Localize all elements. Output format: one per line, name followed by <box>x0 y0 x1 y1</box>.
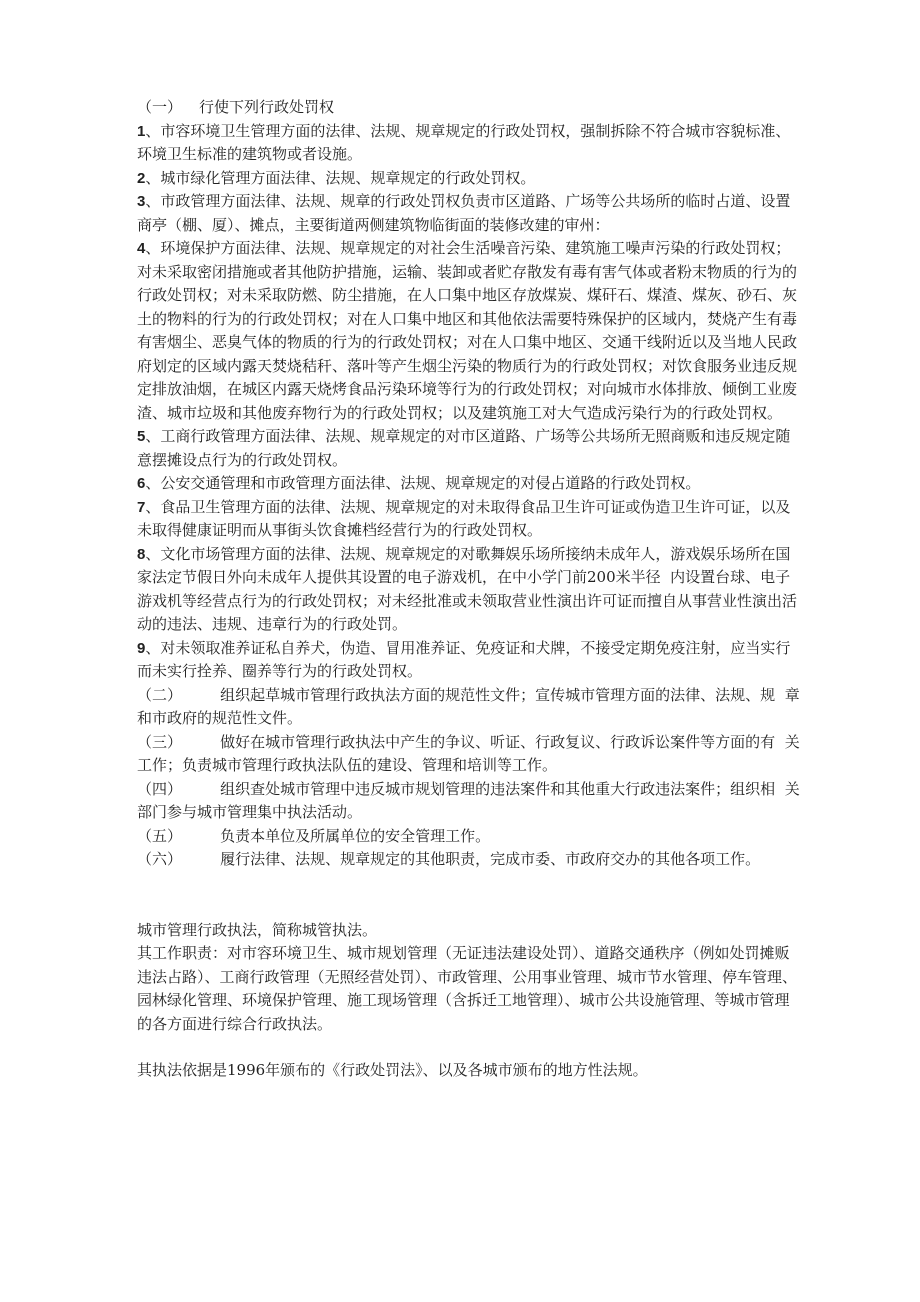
item-text: 、文化市场管理方面的法律、法规、规章规定的对歌舞娱乐场所接纳未成年人，游戏娱乐场所在国家法定节假日外向未成年人提供其设置的电子游戏机，在中小学门前200米半径 内设置台球、电子游戏机等经营点行为的行政处罚权；对未经批准或未领取营业性演出许可证而擅自从事营业性演出活动的违法、违规、违章行为的行政处罚。 <box>137 544 798 633</box>
section-paragraph <box>137 848 802 872</box>
list-item <box>137 425 802 472</box>
list-item <box>137 237 802 425</box>
list-item <box>137 167 802 191</box>
section-paragraph <box>137 731 802 778</box>
section-paragraph <box>137 825 802 849</box>
list-item <box>137 637 802 684</box>
item-text: 、对未领取准养证私自养犬，伪造、冒用准养证、免疫证和犬牌，不接受定期免疫注射，应当实行而未实行拴养、圈养等行为的行政处罚权。 <box>137 638 791 680</box>
item-number: 5 <box>137 428 146 445</box>
list-item <box>137 190 802 237</box>
document-body <box>137 96 802 1083</box>
section-text: 负责本单位及所属单位的安全管理工作。 <box>220 826 491 845</box>
item-text: 、环境保护方面法律、法规、规章规定的对社会生活噪音污染、建筑施工噪声污染的行政处罚权；对未采取密闭措施或者其他防护措施，运输、装卸或者贮存散发有毒有害气体或者粉末物质的行为的行政处罚权；对未采取防燃、防尘措施，在人口集中地区存放煤炭、煤矸石、煤渣、煤灰、砂石、灰土的物料的行为的行政处罚权；对在人口集中地区和其他依法需要特殊保护的区域内，焚烧产生有毒有害烟尘、恶臭气体的物质的行为的行政处罚权；对在人口集中地区、交通干线附近以及当地人民政府划定的区域内露天焚烧秸秆、落叶等产生烟尘污染的物质行为的行政处罚权；对饮食服务业违反规定排放油烟，在城区内露天烧烤食品污染环境等行为的行政处罚权；对向城市水体排放、倾倒工业废渣、城市垃圾和其他废弃物行为的行政处罚权；以及建筑施工对大气造成污染行为的行政处罚权。 <box>137 239 798 422</box>
item-number: 3 <box>137 193 146 210</box>
item-number: 7 <box>137 498 146 516</box>
item-number: 4 <box>137 240 146 257</box>
list-item <box>137 472 802 496</box>
item-text: 、工商行政管理方面法律、法规、规章规定的对市区道路、广场等公共场所无照商贩和违反规定随意摆摊设点行为的行政处罚权。 <box>137 427 791 469</box>
item-text: 、公安交通管理和市政管理方面法律、法规、规章规定的对侵占道路的行政处罚权。 <box>145 474 701 492</box>
item-number: 9 <box>137 639 146 657</box>
section-label: （六） <box>137 850 183 868</box>
section-text: 做好在城市管理行政执法中产生的争议、听证、行政复议、行政诉讼案件等方面的有 关工作；负责城市管理行政执法队伍的建设、管理和培训等工作。 <box>137 732 800 774</box>
summary-basis: 其执法依据是1996年颁布的《行政处罚法》、以及各城市颁布的地方性法规。 <box>137 1061 648 1079</box>
item-number: 6 <box>137 475 146 492</box>
item-number: 1 <box>137 122 146 140</box>
spacer <box>137 1036 802 1059</box>
summary-intro: 城市管理行政执法，简称城管执法。 <box>137 920 378 939</box>
section-paragraph <box>137 684 802 731</box>
section-label: （三） <box>137 732 183 751</box>
list-item <box>137 120 802 167</box>
spacer <box>137 872 802 919</box>
list-item <box>137 496 802 543</box>
section-text: 组织起草城市管理行政执法方面的规范性文件；宣传城市管理方面的法律、法规、规 章和市政府的规范性文件。 <box>137 685 800 727</box>
list-item <box>137 543 802 637</box>
section-text: 履行法律、法规、规章规定的其他职责，完成市委、市政府交办的其他各项工作。 <box>220 850 761 868</box>
item-text: 、市容环境卫生管理方面的法律、法规、规章规定的行政处罚权，强制拆除不符合城市容貌标准、环境卫生标准的建筑物或者设施。 <box>137 121 791 163</box>
item-number: 8 <box>137 545 146 563</box>
section-paragraph <box>137 778 802 825</box>
section-1-heading: （一） 行使下列行政处罚权 <box>137 98 335 116</box>
item-text: 、食品卫生管理方面的法律、法规、规章规定的对未取得食品卫生许可证或伪造卫生许可证，以及未取得健康证明而从事街头饮食摊档经营行为的行政处罚权。 <box>137 497 791 539</box>
section-label: （五） <box>137 826 183 845</box>
summary-duties: 其工作职责：对市容环境卫生、城市规划管理（无证违法建设处罚）、道路交通秩序（例如处罚摊贩违法占路）、工商行政管理（无照经营处罚）、市政管理、公用事业管理、城市节水管理、停车管理、园林绿化管理、环境保护管理、施工现场管理（含拆迁工地管理）、城市公共设施管理、等城市管理的各方面进行综合行政执法。 <box>137 944 798 1033</box>
section-label: （二） <box>137 685 183 704</box>
section-label: （四） <box>137 779 183 798</box>
item-text: 、城市绿化管理方面法律、法规、规章规定的行政处罚权。 <box>145 168 536 187</box>
item-text: 、市政管理方面法律、法规、规章的行政处罚权负责市区道路、广场等公共场所的临时占道、设置商亭（棚、厦）、摊点，主要街道两侧建筑物临街面的装修改建的审州： <box>137 192 791 234</box>
item-number: 2 <box>137 169 146 187</box>
section-text: 组织查处城市管理中违反城市规划管理的违法案件和其他重大行政违法案件；组织相 关部门参与城市管理集中执法活动。 <box>137 779 800 821</box>
